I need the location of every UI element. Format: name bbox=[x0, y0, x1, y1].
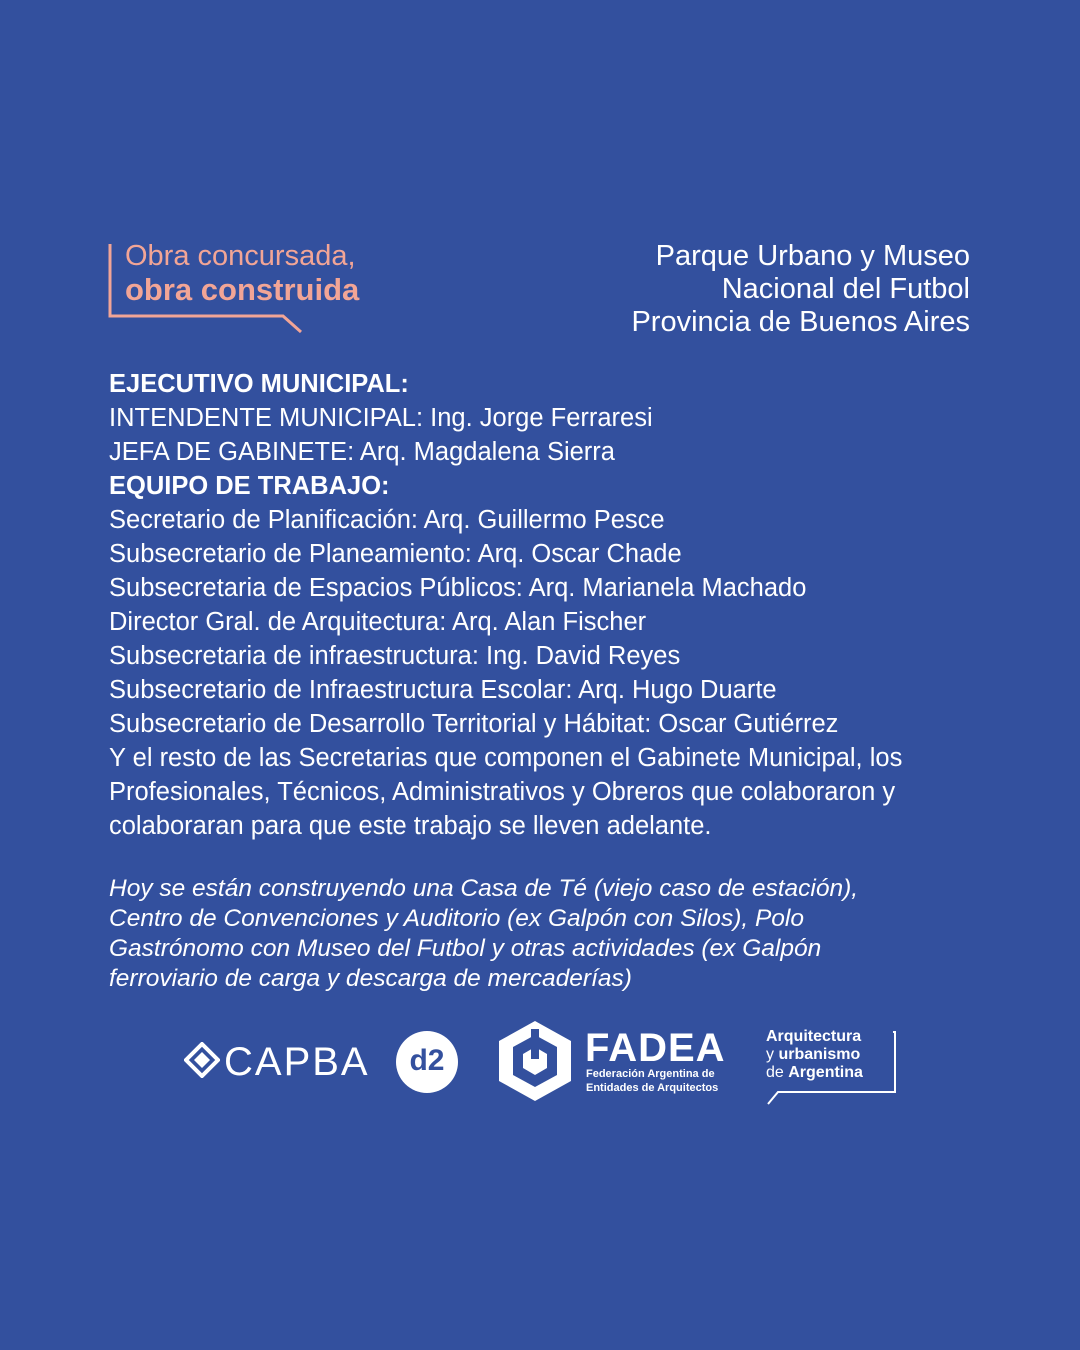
project-title bbox=[631, 240, 970, 339]
aua-line2-b: urbanismo bbox=[778, 1046, 861, 1063]
aua-line1: Arquitectura bbox=[766, 1028, 862, 1045]
arquitectura-urbanismo-logo bbox=[766, 1028, 898, 1110]
team-member: Subsecretario de Planeamiento: Arq. Oscar Chade bbox=[109, 540, 682, 568]
badge-line1: Obra concursada, bbox=[125, 240, 356, 272]
aua-line3 bbox=[766, 1064, 863, 1082]
team-member: Director Gral. de Arquitectura: Arq. Alan Fischer bbox=[109, 608, 647, 636]
heading-executive: EJECUTIVO MUNICIPAL: bbox=[109, 370, 409, 398]
capba-mark-icon bbox=[184, 1042, 220, 1078]
obra-concursada-badge bbox=[108, 238, 408, 338]
credit-jefa: JEFA DE GABINETE: Arq. Magdalena Sierra bbox=[109, 438, 615, 466]
team-member: Subsecretario de Infraestructura Escolar: Arq. Hugo Duarte bbox=[109, 676, 777, 704]
aua-line2-a: y bbox=[766, 1046, 774, 1063]
d2-logo: d2 bbox=[396, 1031, 458, 1093]
team-member: Secretario de Planificación: Arq. Guillermo Pesce bbox=[109, 506, 665, 534]
project-line1: Parque Urbano y Museo bbox=[655, 240, 970, 272]
project-line2: Nacional del Futbol bbox=[721, 273, 970, 305]
team-member: Subsecretaria de infraestructura: Ing. David Reyes bbox=[109, 642, 681, 670]
badge-line2: obra construida bbox=[125, 272, 360, 307]
aua-line2 bbox=[766, 1046, 860, 1064]
fadea-subtitle-2: Entidades de Arquitectos bbox=[586, 1082, 719, 1094]
credit-intendente: INTENDENTE MUNICIPAL: Ing. Jorge Ferraresi bbox=[109, 404, 653, 432]
heading-team: EQUIPO DE TRABAJO: bbox=[109, 472, 390, 500]
logos-row bbox=[0, 1010, 1080, 1120]
construction-note: Hoy se están construyendo una Casa de Té (viejo caso de estación), Centro de Convenciones y Auditorio (ex Galpón con Silos), Polo Gastrónomo con Museo del Futbol y otras actividades (ex Galpón ferroviario de carga y descarga de mercaderías) bbox=[109, 875, 859, 992]
capba-wordmark: CAPBA bbox=[224, 1040, 370, 1084]
team-member: Subsecretaria de Espacios Públicos: Arq. Marianela Machado bbox=[109, 574, 807, 602]
aua-line3-b: Argentina bbox=[788, 1064, 863, 1081]
project-line3: Provincia de Buenos Aires bbox=[631, 306, 970, 338]
fadea-mark-icon bbox=[497, 1019, 573, 1103]
fadea-subtitle-1: Federación Argentina de bbox=[586, 1068, 715, 1080]
credits-block bbox=[109, 367, 979, 843]
team-member: Subsecretario de Desarrollo Territorial y Hábitat: Oscar Gutiérrez bbox=[109, 710, 839, 738]
fadea-wordmark: FADEA bbox=[585, 1026, 726, 1070]
credits-closing: Y el resto de las Secretarias que componen el Gabinete Municipal, los Profesionales, Técnicos, Administrativos y Obreros que colaboraron y colaboraran para que este trabajo se lleven adelante. bbox=[109, 744, 903, 840]
aua-line3-a: de bbox=[766, 1064, 784, 1081]
